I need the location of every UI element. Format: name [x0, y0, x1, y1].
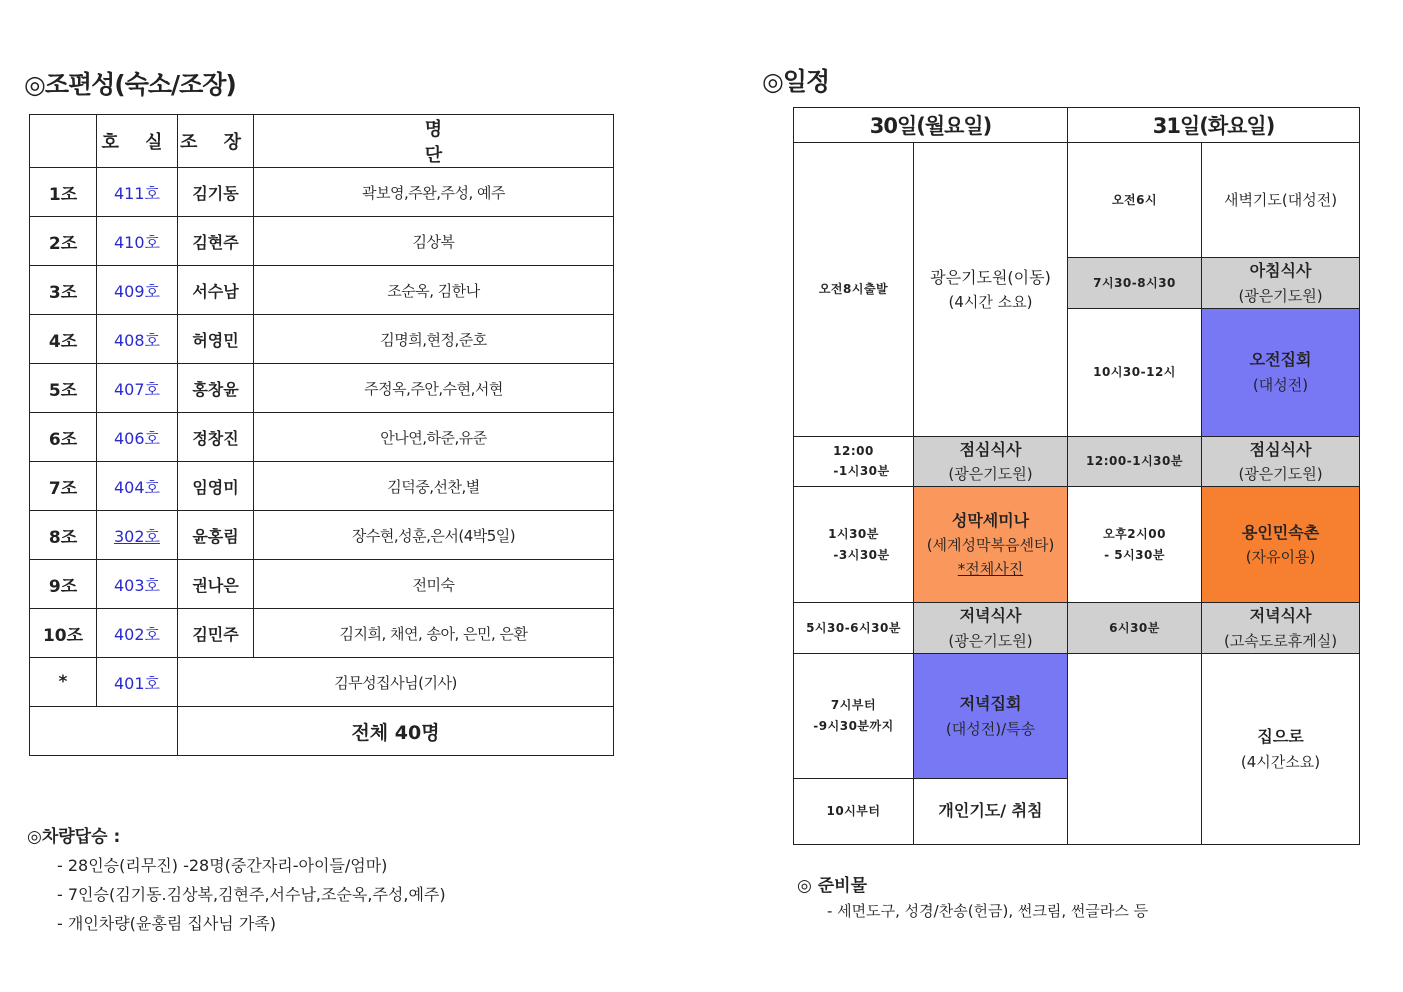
- event-title: 점심식사: [1249, 439, 1312, 459]
- event-cell: [1202, 308, 1360, 436]
- day1-header: 30일(월요일): [794, 108, 1068, 143]
- note-cell: 김무성집사님(기사): [178, 658, 614, 707]
- event-title: 용인민속촌: [1241, 522, 1320, 542]
- event-sub: (대성전)/특송: [945, 719, 1036, 738]
- roster-row: [30, 658, 614, 707]
- time-line: 오후2시00: [1103, 527, 1166, 542]
- group-cell: 1조: [30, 168, 97, 217]
- event-cell: [914, 143, 1068, 437]
- event-cell: [1202, 436, 1360, 487]
- members-cell: 전미숙: [254, 560, 614, 609]
- group-cell: 4조: [30, 315, 97, 364]
- header-leader: 조 장: [178, 115, 254, 168]
- event-title: 아침식사: [1249, 261, 1312, 280]
- empty-cell: [30, 707, 178, 756]
- room-cell: 403호: [97, 560, 178, 609]
- event-title: 개인기도/ 취침: [938, 801, 1043, 821]
- time-line: -1시30분: [833, 464, 890, 479]
- members-cell: 장수현,성훈,은서(4박5일): [254, 511, 614, 560]
- event-cell: [1202, 603, 1360, 654]
- event-sub: (광은기도원): [948, 631, 1033, 650]
- roster-row: [30, 168, 614, 217]
- leader-cell: 정창진: [178, 413, 254, 462]
- event-sub: (대성전): [1252, 375, 1309, 394]
- time-cell: [794, 653, 914, 778]
- roster-row: [30, 217, 614, 266]
- event-cell: [914, 436, 1068, 487]
- group-cell: 2조: [30, 217, 97, 266]
- time-line: -9시30분까지: [813, 718, 894, 733]
- header-room: 호 실: [97, 115, 178, 168]
- time-cell: 5시30-6시30분: [794, 603, 914, 654]
- group-cell: 9조: [30, 560, 97, 609]
- time-cell: 12:00-1시30분: [1068, 436, 1202, 487]
- members-cell: 안나연,하준,유준: [254, 413, 614, 462]
- members-cell: 김지희, 채연, 송아, 은민, 은환: [254, 609, 614, 658]
- header-group: [30, 115, 97, 168]
- schedule-header-row: [794, 108, 1360, 143]
- event-sub: (자유이용): [1245, 548, 1316, 567]
- leader-cell: 김현주: [178, 217, 254, 266]
- room-cell: 404호: [97, 462, 178, 511]
- group-cell: 7조: [30, 462, 97, 511]
- event-cell: [914, 653, 1068, 778]
- day2-header: 31일(화요일): [1068, 108, 1360, 143]
- event-sub: (4시간소요): [1240, 752, 1321, 771]
- roster-row: [30, 315, 614, 364]
- time-cell: 10시부터: [794, 778, 914, 844]
- event-title: 오전집회: [1249, 350, 1312, 370]
- room-cell[interactable]: 302호: [97, 511, 178, 560]
- group-cell: 6조: [30, 413, 97, 462]
- time-cell: [1068, 487, 1202, 603]
- members-cell: 조순옥, 김한나: [254, 266, 614, 315]
- roster-row: [30, 560, 614, 609]
- header-members: 명 단: [254, 115, 614, 168]
- group-cell: 8조: [30, 511, 97, 560]
- time-cell: [794, 436, 914, 487]
- event-title: 저녁식사: [959, 606, 1022, 626]
- roster-title: ◎조편성(숙소/조장): [24, 70, 236, 99]
- time-line: 7시부터: [830, 698, 877, 713]
- room-cell: 406호: [97, 413, 178, 462]
- room-cell: 411호: [97, 168, 178, 217]
- roster-row: [30, 413, 614, 462]
- roster-row: [30, 609, 614, 658]
- group-cell: 10조: [30, 609, 97, 658]
- time-cell: 7시30-8시30: [1068, 258, 1202, 309]
- event-cell: [914, 778, 1068, 844]
- supplies-title: ◎ 준비물: [797, 876, 868, 896]
- roster-table: [29, 114, 614, 756]
- time-cell: 오전8시출발: [794, 143, 914, 437]
- roster-row: [30, 266, 614, 315]
- time-cell: 6시30분: [1068, 603, 1202, 654]
- room-cell: 408호: [97, 315, 178, 364]
- event-title: 집으로: [1257, 726, 1304, 746]
- roster-row: [30, 462, 614, 511]
- event-sub: (광은기도원): [1238, 465, 1323, 484]
- vehicle-item: - 28인승(리무진) -28명(중간자리-아이들/엄마): [57, 856, 388, 875]
- room-cell: 402호: [97, 609, 178, 658]
- roster-row: [30, 511, 614, 560]
- total-cell: 전체 40명: [178, 707, 614, 756]
- leader-cell: 김기동: [178, 168, 254, 217]
- event-sub: (세계성막복음센타): [926, 536, 1055, 555]
- leader-cell: 윤홍림: [178, 511, 254, 560]
- supplies-item: - 세면도구, 성경/찬송(헌금), 썬크림, 썬글라스 등: [827, 902, 1149, 920]
- schedule-title: ◎일정: [762, 67, 830, 96]
- room-cell: 410호: [97, 217, 178, 266]
- roster-total-row: [30, 707, 614, 756]
- event-sub: (광은기도원): [1238, 286, 1323, 305]
- leader-cell: 허영민: [178, 315, 254, 364]
- room-cell: 407호: [97, 364, 178, 413]
- time-line: 1시30분: [828, 527, 879, 542]
- event-sub: (고속도로휴게실): [1223, 631, 1338, 650]
- empty-cell: [1068, 653, 1202, 844]
- group-cell: 3조: [30, 266, 97, 315]
- supplies-notes: [797, 871, 1148, 921]
- time-line: - 5시30분: [1104, 547, 1165, 562]
- room-cell: 409호: [97, 266, 178, 315]
- event-cell: 새벽기도(대성전): [1202, 143, 1360, 258]
- room-cell: 401호: [97, 658, 178, 707]
- members-cell: 김덕중,선찬,별: [254, 462, 614, 511]
- event-cell: [1202, 487, 1360, 603]
- event-cell: [1202, 653, 1360, 844]
- time-line: 12:00: [833, 444, 874, 458]
- vehicle-notes: [27, 822, 446, 934]
- time-cell: 오전6시: [1068, 143, 1202, 258]
- members-cell: 곽보영,주완,주성, 예주: [254, 168, 614, 217]
- event-sub: (광은기도원): [948, 465, 1033, 484]
- time-cell: 10시30-12시: [1068, 308, 1202, 436]
- event-cell: [914, 487, 1068, 603]
- leader-cell: 서수남: [178, 266, 254, 315]
- time-line: -3시30분: [833, 547, 890, 562]
- event-cell: [914, 603, 1068, 654]
- members-cell: 김명희,현정,준호: [254, 315, 614, 364]
- schedule-table: [793, 107, 1360, 845]
- event-sub: (4시간 소요): [948, 293, 1033, 312]
- members-cell: 김상복: [254, 217, 614, 266]
- group-cell: 5조: [30, 364, 97, 413]
- event-title: 점심식사: [959, 439, 1022, 459]
- vehicle-item: - 개인차량(윤홍림 집사님 가족): [57, 914, 276, 933]
- roster-row: [30, 364, 614, 413]
- event-title: 저녁집회: [959, 693, 1022, 713]
- time-cell: [794, 487, 914, 603]
- leader-cell: 권나은: [178, 560, 254, 609]
- photo-link[interactable]: *전체사진: [957, 560, 1024, 579]
- leader-cell: 홍창윤: [178, 364, 254, 413]
- event-title: 광은기도원(이동): [930, 267, 1051, 287]
- vehicle-title: ◎차량답승 :: [27, 827, 121, 847]
- vehicle-item: - 7인승(김기동.김상복,김현주,서수남,조순옥,주성,예주): [57, 885, 446, 904]
- group-cell: *: [30, 658, 97, 707]
- event-title: 저녁식사: [1249, 606, 1312, 626]
- leader-cell: 임영미: [178, 462, 254, 511]
- event-cell: [1202, 258, 1360, 309]
- members-cell: 주정옥,주안,수현,서현: [254, 364, 614, 413]
- roster-header-row: [30, 115, 614, 168]
- leader-cell: 김민주: [178, 609, 254, 658]
- event-title: 성막세미나: [951, 510, 1030, 530]
